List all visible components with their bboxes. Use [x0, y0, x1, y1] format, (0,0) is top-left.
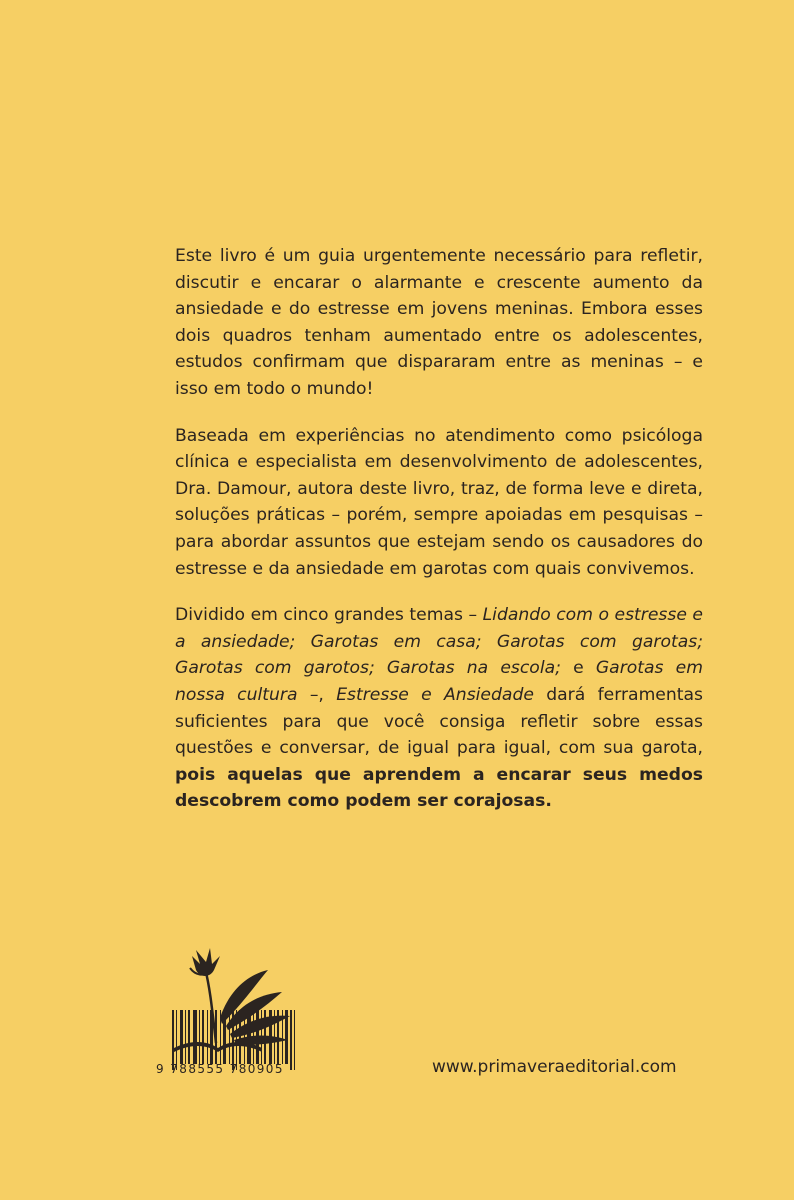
blurb-middle: dará ferramentas suficientes para que você consiga refletir sobre essas questões e conversar, de igual para igual, com sua garota, — [175, 684, 704, 759]
themes-intro: Dividido em cinco grandes temas – — [175, 605, 483, 626]
blurb-closing: pois aquelas que aprendem a encarar seus medos descobrem como podem ser corajosas. — [175, 764, 703, 812]
book-title: Estresse e Ansiedade — [336, 684, 534, 705]
blurb-paragraph-3 — [175, 602, 703, 815]
blurb-paragraph-1: Este livro é um guia urgentemente necessário para refletir, discutir e encarar o alarmante e crescente aumento da ansiedade e do estresse em jovens meninas. Embora esses dois quadros tenham aumentado entre os adolescentes, estudos confirmam que dispararam entre as meninas – e isso em todo o mundo! — [175, 246, 703, 399]
theme-last: Garotas em nossa cultura — [175, 658, 703, 705]
blurb-paragraph-2: Baseada em experiências no atendimento como psicóloga clínica e especialista em desenvolvimento de adolescentes, Dra. Damour, autora deste livro, traz, de forma leve e direta, soluções práticas – porém, sempre apoiadas em pesquisas – para abordar assuntos que estejam sendo os causadores do estresse e da ansiedade em garotas com quais convivemos. — [175, 425, 703, 579]
barcode-icon — [172, 1010, 302, 1070]
themes-dash: –, — [297, 684, 324, 705]
publisher-logo-barcode — [160, 948, 310, 1080]
isbn-number: 9 788555 780905 — [156, 1062, 284, 1076]
themes-connector: e — [560, 658, 596, 679]
publisher-url[interactable]: www.primaveraeditorial.com — [432, 1057, 677, 1077]
back-cover-blurb — [175, 243, 703, 815]
themes-list: Lidando com o estresse e a ansiedade; Garotas em casa; Garotas com garotas; Garotas com garotos; Garotas na escola; — [175, 605, 703, 679]
